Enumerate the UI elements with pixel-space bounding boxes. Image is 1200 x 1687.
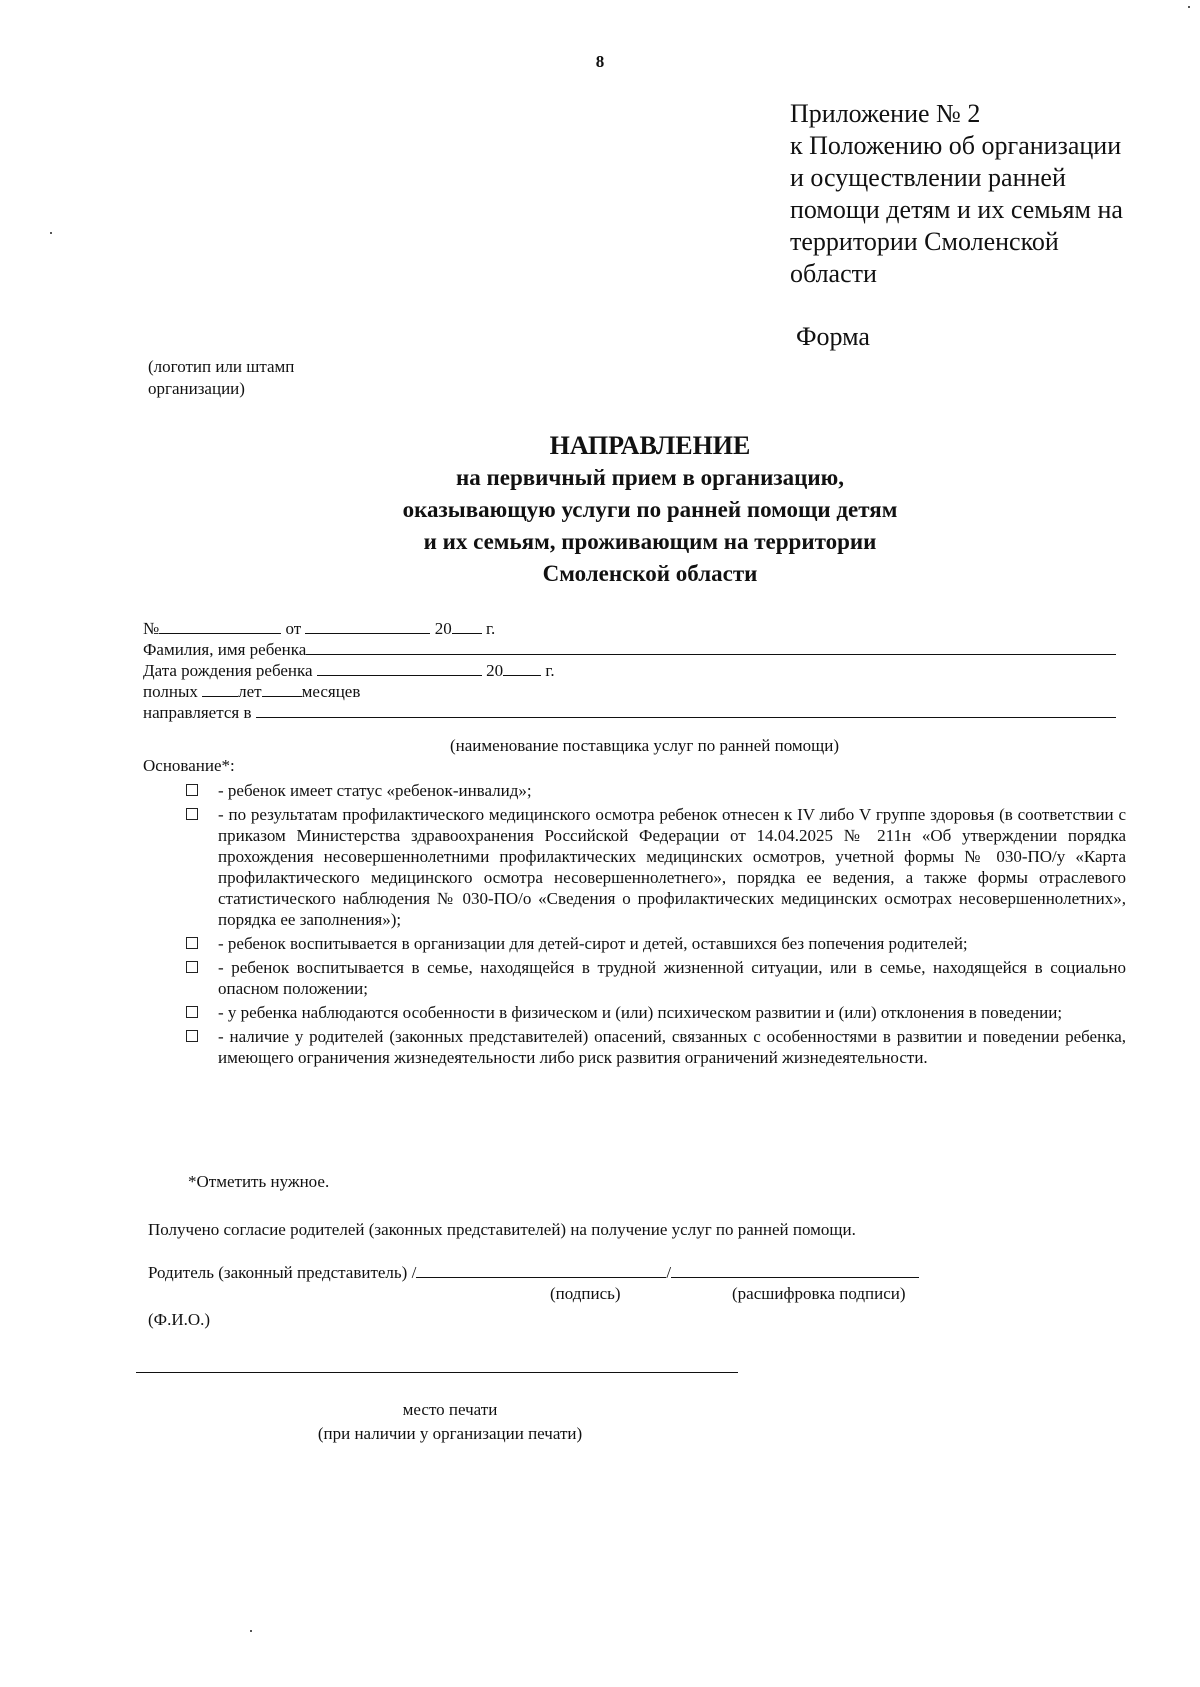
title-sub-line: и их семьям, проживающим на территории [423,529,877,554]
basis-item-text: - наличие у родителей (законных представителей) опасений, связанных с особенностями в развитии и поведении ребенка, имеющего ограничения жизнедеятельности либо риск развития ограничений жизнедеятельности. [218,1027,1126,1067]
birth-date-field[interactable] [317,660,482,676]
title-main: НАПРАВЛЕНИЕ [549,431,751,460]
age-row [143,681,1143,702]
signature-field[interactable] [416,1262,666,1278]
full-label: полных [143,682,198,701]
issue-date-field[interactable] [305,618,430,634]
appendix-line: области [790,259,877,288]
basis-list [186,780,1126,1071]
birth-year-prefix: 20 [486,661,504,680]
basis-item [186,780,1126,801]
basis-item [186,1002,1126,1023]
checkbox[interactable] [186,808,204,819]
mark-note: *Отметить нужное. [188,1172,330,1191]
appendix-line: помощи детям и их семьям на [790,195,1123,224]
directed-row [143,702,1143,723]
signature-decode-caption: (расшифровка подписи) [732,1284,906,1303]
number-label: № [143,619,160,638]
child-name-field[interactable] [306,639,1116,655]
age-years-field[interactable] [202,681,238,697]
document-title [0,430,1200,590]
scan-speck [1188,6,1190,8]
checkbox[interactable] [186,961,204,972]
years-label: лет [238,682,262,701]
form-label: Форма [796,322,870,351]
supplier-field[interactable] [256,702,1116,718]
checkbox[interactable] [186,937,204,948]
number-field[interactable] [159,618,281,634]
number-date-row [143,618,1143,639]
stamp-place [0,1398,900,1446]
logo-stamp-note [148,356,294,400]
consent-statement: Получено согласие родителей (законных представителей) на получение услуг по ранней помощи. [148,1220,856,1239]
checkbox[interactable] [186,784,204,795]
parent-label: Родитель (законный представитель) [148,1263,408,1282]
signature-decode-field[interactable] [671,1262,919,1278]
appendix-line: и осуществлении ранней [790,163,1066,192]
birth-date-label: Дата рождения ребенка [143,661,313,680]
stamp-place-note: (при наличии у организации печати) [317,1424,583,1443]
basis-item [186,933,1126,954]
basis-item [186,1026,1126,1068]
title-sub-line: на первичный прием в организацию, [455,465,844,490]
basis-item-text: - ребенок воспитывается в организации для детей-сирот и детей, оставшихся без попечения родителей; [218,934,968,953]
scan-speck [50,232,52,234]
basis-label: Основание*: [143,756,235,775]
supplier-caption: (наименование поставщика услуг по ранней помощи) [450,736,840,755]
parent-signature-row [148,1262,919,1283]
signature-caption: (подпись) [550,1284,621,1303]
appendix-line: территории Смоленской [790,227,1059,256]
birth-date-row [143,660,1143,681]
fio-line[interactable] [136,1372,738,1373]
year-prefix: 20 [434,619,452,638]
birth-year-suffix: г. [545,661,555,680]
fio-label: (Ф.И.О.) [148,1310,211,1329]
basis-item-text: - по результатам профилактического медицинского осмотра ребенок отнесен к IV либо V группе здоровья (в соответствии с приказом Министерства здравоохранения Российской Федерации от 14.04.2025 № 211н «Об утверждении порядка прохождения несовершеннолетними профилактических медицинских осмотров, учетной формы № 030-ПО/у «Карта профилактического медицинского осмотра несовершеннолетнего», порядка ее ведения, а также формы отраслевого статистического наблюдения № 030-ПО/о «Сведения о профилактических медицинских осмотрах несовершеннолетних», порядка ее заполнения»); [218,805,1126,929]
child-name-label: Фамилия, имя ребенка [143,640,307,659]
appendix-line: к Положению об организации [790,131,1122,160]
title-sub-line: Смоленской области [542,561,758,586]
stamp-place-label: место печати [402,1400,498,1419]
age-months-field[interactable] [262,681,302,697]
appendix-line: Приложение № 2 [790,99,981,128]
scan-speck [250,1630,252,1632]
title-sub-line: оказывающую услуги по ранней помощи детям [402,497,898,522]
basis-item-text: - у ребенка наблюдаются особенности в физическом и (или) психическом развитии и (или) отклонения в поведении; [218,1003,1063,1022]
checkbox[interactable] [186,1030,204,1041]
basis-item [186,957,1126,999]
child-name-row [143,639,1143,660]
appendix-header [790,98,1123,290]
checkbox[interactable] [186,1006,204,1017]
slash: / [411,1263,417,1282]
logo-note-line: (логотип или штамп [148,357,295,376]
birth-year-field[interactable] [503,660,541,676]
basis-item-text: - ребенок имеет статус «ребенок-инвалид»; [218,781,532,800]
issue-year-field[interactable] [452,618,482,634]
slash: / [666,1263,672,1282]
logo-note-line: организации) [148,379,245,398]
directed-label: направляется в [143,703,252,722]
basis-item [186,804,1126,930]
from-label: от [285,619,302,638]
months-label: месяцев [301,682,361,701]
basis-item-text: - ребенок воспитывается в семье, находящейся в трудной жизненной ситуации, или в семье, находящейся в социально опасном положении; [218,958,1126,998]
year-suffix: г. [485,619,496,638]
page-number: 8 [595,52,605,71]
referral-fields [143,618,1143,723]
